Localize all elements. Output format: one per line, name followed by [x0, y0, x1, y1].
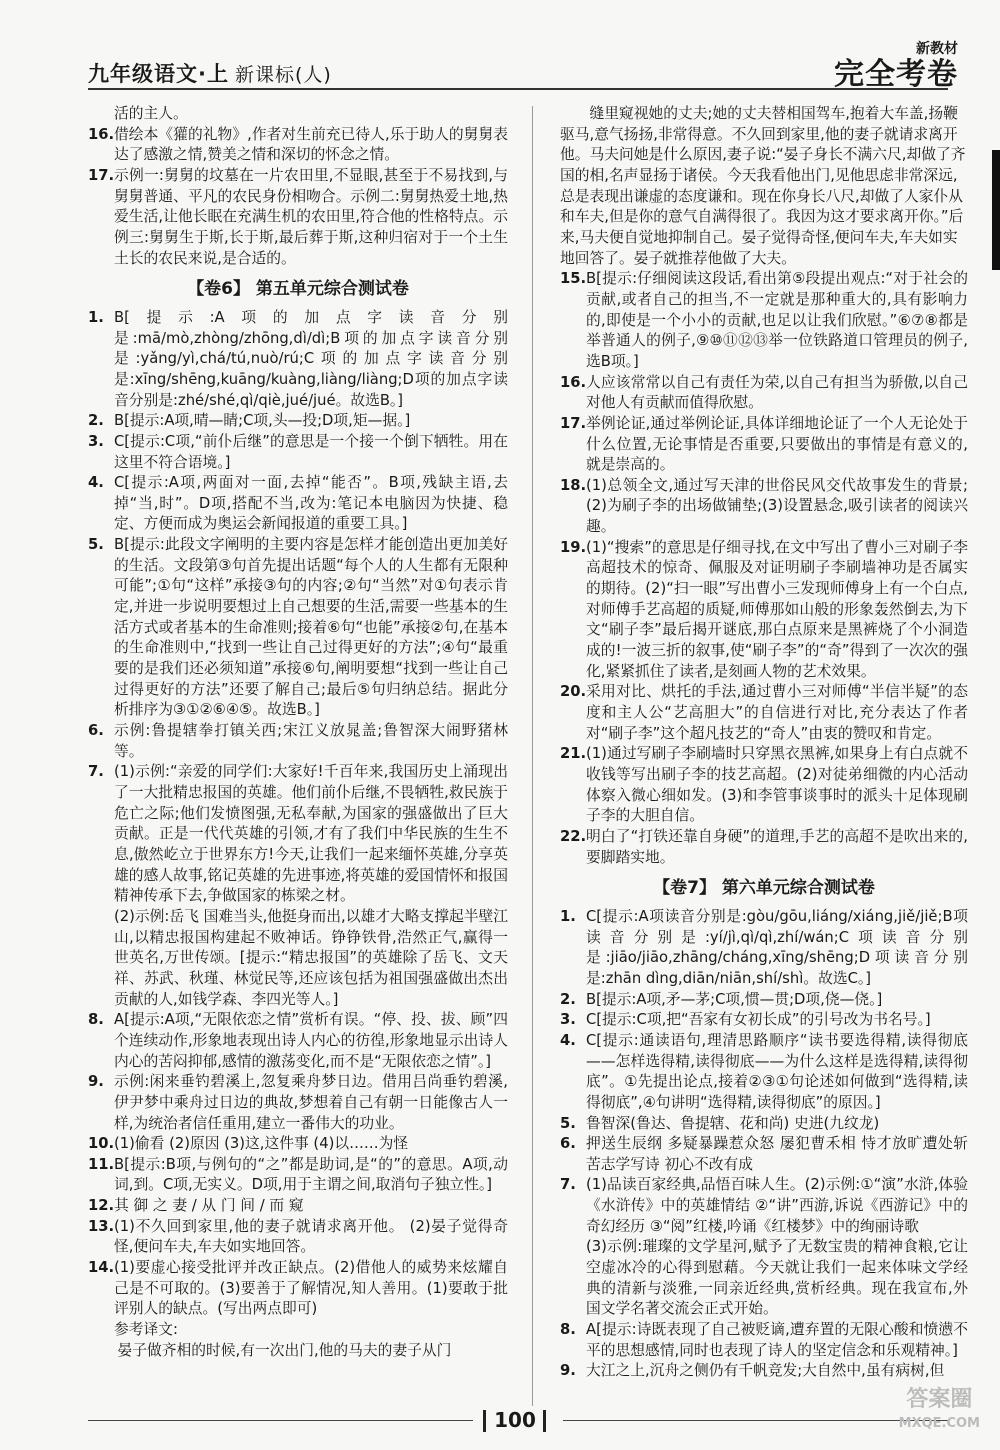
answer-number: 1.	[88, 308, 104, 326]
answer-item	[88, 1072, 508, 1134]
answer-number: 10.	[88, 1135, 115, 1153]
answer-continuation: (3)示例:璀璨的文学星河,赋予了无数宝贵的精神食粮,它让空虚冰冷的心得到慰藉。今天就让我们一起来体味文学经典的清新与淡雅,一同亲近经典,赏析经典。现在我宣布,外国文学名著交流会正式开始。	[586, 1238, 968, 1318]
section-heading: 【卷7】 第六单元综合测试卷	[653, 878, 875, 899]
section-heading: 【卷6】 第五单元综合测试卷	[187, 279, 409, 300]
answer-text: 鲁智深(鲁达、鲁提辖、花和尚) 史进(九纹龙)	[586, 1114, 880, 1132]
answer-number: 6.	[88, 722, 104, 740]
answer-text: (1)要虚心接受批评并改正缺点。(2)借他人的威势来炫耀自己是不可取的。(3)要善于了解情况,知人善用。(1)要敢于批评别人的缺点。(写出两点即可)	[114, 1259, 508, 1318]
answer-item	[560, 1320, 968, 1361]
answer-text: (1)不久回到家里,他的妻子就请求离开他。 (2)晏子觉得奇怪,便问车夫,车夫如实地回答。	[114, 1217, 508, 1256]
answer-item	[88, 411, 508, 432]
answer-text: 示例:鲁提辖拳打镇关西;宋江义放晁盖;鲁智深大闹野猪林等。	[114, 722, 508, 760]
left-column	[88, 104, 508, 1361]
answer-number: 11.	[88, 1155, 115, 1173]
translation-paragraph: 晏子做齐相的时候,有一次出门,他的马夫的妻子从门	[117, 1341, 452, 1359]
answer-item	[88, 432, 508, 473]
answer-number: 5.	[88, 536, 104, 554]
answer-number: 4.	[88, 474, 104, 492]
answer-number: 4.	[560, 1031, 576, 1049]
answer-text: 其 御 之 妻 / 从 门 间 / 而 窥	[114, 1197, 304, 1215]
footer-bar-left	[483, 1410, 486, 1432]
answer-text: A[提示:A项,“无限依恋之情”赏析有误。“停、投、拔、顾”四个连续动作,形象地表现出诗人内心的彷徨,形象地显示出诗人内心的苦闷抑郁,感情的激荡变化,而不是“无限依恋之情”。]	[114, 1011, 508, 1070]
brand-main: 完全考卷	[834, 57, 958, 92]
answer-item	[88, 1258, 508, 1320]
answer-text: 大江之上,沉舟之侧仍有千帆竞发;大自然中,虽有病树,但	[586, 1362, 945, 1380]
footer-rule-right	[563, 1420, 948, 1421]
answer-text: 人应该常常以自己有责任为荣,以自己有担当为骄傲,以自己对他人有贡献而值得欣慰。	[586, 373, 968, 412]
answer-number: 2.	[88, 412, 104, 430]
answer-item	[88, 1010, 508, 1072]
answer-number: 9.	[88, 1073, 104, 1091]
answer-text: B[提示:A项的加点字读音分别是:mā/mò,zhòng/zhōng,dì/dì;B项的加点字读音分别是:yǎng/yì,chá/tú,nuò/rú;C项的加点字读音分别是:xīng/shēng,kuāng/kuàng,liàng/liàng;D项的加点字读音分别是:zhé/shé,qì/qiè,jué/jué。故选B。]	[114, 308, 508, 409]
answer-text: 明白了“打铁还靠自身硬”的道理,手艺的高超不是吹出来的,要脚踏实地。	[586, 827, 968, 866]
answer-number: 7.	[560, 1176, 576, 1194]
answer-text: 押送生辰纲 多疑暴躁惹众怒 屡犯曹禾相 恃才放旷遭处斩 苦志学写诗 初心不改有成	[586, 1135, 968, 1173]
answer-item	[88, 308, 508, 411]
answer-item	[560, 373, 968, 414]
book-subtitle: 新课标(人)	[234, 64, 332, 86]
answer-number: 18.	[560, 476, 587, 494]
answer-text: (1)偷看 (2)原因 (3)这,这件事 (4)以……为怪	[114, 1135, 409, 1153]
answer-text: 借绘本《獾的礼物》,作者对生前充已待人,乐于助人的舅舅表达了感激之情,赞美之情和深切的怀念之情。	[114, 125, 508, 164]
page-edge-tab	[992, 150, 1000, 270]
answer-number: 3.	[560, 1011, 576, 1029]
answer-item	[560, 1031, 968, 1114]
answer-number: 16.	[560, 373, 587, 391]
answer-item	[88, 166, 508, 269]
answer-continuation: (2)示例:岳飞 国难当头,他挺身而出,以雄才大略支撑起半壁江山,以精忠报国构建起不败神话。铮铮铁骨,浩然正气,赢得一世英名,万世传颂。[提示:“精忠报国”的英雄除了岳飞、文天祥、苏武、秋瑾、林觉民等,还应该包括为祖国强盛做出杰出贡献的人,如钱学森、李四光等人。]	[114, 907, 508, 1008]
answer-number: 6.	[560, 1135, 576, 1153]
answer-text: B[提示:仔细阅读这段话,看出第⑤段提出观点:“对于社会的贡献,或者自己的担当,不一定就是那种重大的,具有影响力的,即使是一个小小的贡献,也足以让我们欣慰。”⑥⑦⑧都是举普通人的例子,⑨⑩⑪⑫⑬举一位铁路道口管理员的例子,选B项。]	[586, 270, 968, 370]
answer-text: C[提示:C项,“前仆后继”的意思是一个接一个倒下牺牲。用在这里不符合语境。]	[114, 432, 508, 471]
answer-text: A[提示:诗既表现了自己被贬谪,遭弃置的无限心酸和愤懑不平的思想感情,同时也表现了诗人的坚定信念和乐观精神。]	[586, 1321, 968, 1359]
answer-number: 5.	[560, 1114, 576, 1132]
answer-number: 17.	[88, 166, 115, 184]
book-title	[88, 58, 332, 88]
answer-text: 示例:闲来垂钓碧溪上,忽复乘舟梦日边。借用吕尚垂钓碧溪,伊尹梦中乘舟过日边的典故,梦想着自己有朝一日能像古人一样,为统治者信任重用,建立一番伟大的功业。	[114, 1073, 508, 1132]
brand-top: 新教材	[916, 41, 958, 57]
watermark-line2: MXQE.COM	[898, 1416, 980, 1431]
answer-number: 9.	[560, 1362, 576, 1380]
answer-text: 采用对比、烘托的手法,通过曹小三对师傅“半信半疑”的态度和主人公“艺高胆大”的自信进行对比,充分表达了作者对“刷子李”这个超凡技艺的“奇人”由衷的赞叹和肯定。	[586, 683, 968, 742]
answer-text: (1)总领全文,通过写天津的世俗民风交代故事发生的背景;(2)为刷子李的出场做铺垫;(3)设置悬念,吸引读者的阅读兴趣。	[586, 476, 968, 536]
page-number: 100	[494, 1408, 536, 1432]
answer-item	[560, 414, 968, 476]
answer-text: B[提示:A项,晴—睛;C项,头—投;D项,矩—据。]	[114, 412, 411, 430]
answer-text: 举例论证,通过举例论证,具体详细地论证了一个人无论处于什么位置,无论事情是否重要,只要做出的事情是有意义的,就是崇高的。	[586, 414, 968, 474]
watermark	[899, 1388, 980, 1436]
answer-item	[560, 1114, 968, 1135]
book-title-text: 九年级语文·上	[88, 62, 229, 86]
answer-item	[560, 907, 968, 990]
footer-rule-left	[88, 1420, 473, 1421]
answer-text: (1)“搜索”的意思是仔细寻找,在文中写出了曹小三对刷子李高超技术的惊奇、佩服及对证明刷子李刷墙神功是否属实的期待。(2)“扫一眼”写出曹小三发现师傅身上有一个白点,对师傅手艺高超的质疑,师傅那如山般的形象轰然倒去,为下文“刷子李”最后揭开谜底,那白点原来是黑裤烧了个小洞造成的!一波三折的叙事,使“刷子李”的“奇”得到了一次次的强化,紧紧抓住了读者,是刻画人物的艺术效果。	[586, 538, 968, 680]
brand-logo	[834, 38, 958, 92]
translation-paragraph: 缝里窥视她的丈夫;她的丈夫替相国驾车,抱着大车盖,扬鞭驱马,意气扬扬,非常得意。不久回到家里,他的妻子就请求离开他。马夫问她是什么原因,妻子说:“晏子身长不满六尺,却做了齐国的相,名声显扬于诸侯。今天我看他出门,见他思虑非常深远,总是表现出谦虚的态度谦和。现在你身长八尺,却做了人家仆从和车夫,但是你的意气自满得很了。我因为这才要求离开你。”后来,马夫便自觉地抑制自己。晏子觉得奇怪,便问车夫,车夫如实地回答了。晏子就推荐他做了大夫。	[560, 105, 966, 267]
answer-number: 15.	[560, 270, 587, 288]
answer-number: 22.	[560, 827, 587, 845]
footer-bar-right	[543, 1410, 546, 1432]
answer-item	[560, 1175, 968, 1237]
answer-text: C[提示:通读语句,理清思路顺序“读书要选得精,读得彻底——怎样选得精,读得彻底——为什么这样是选得精,读得彻底”。①先提出论点,接着②③①句论述如何做到“选得精,读得彻底”,④句讲明“选得精,读得彻底”的原因。]	[586, 1031, 968, 1111]
answer-number: 7.	[88, 763, 104, 781]
answer-item	[560, 1134, 968, 1175]
answer-number: 21.	[560, 745, 587, 763]
answer-number: 14.	[88, 1259, 115, 1277]
answer-number: 1.	[560, 907, 576, 925]
answer-number: 16.	[88, 125, 115, 143]
column-divider	[532, 106, 533, 1406]
answer-item	[88, 762, 508, 907]
answer-item	[88, 1217, 508, 1258]
answer-text: 示例一:舅舅的坟墓在一片农田里,不显眼,甚至于不易找到,与舅舅普通、平凡的农民身份相吻合。示例二:舅舅热爱土地,热爱生活,让他长眠在充满生机的农田里,符合他的性格特点。示例三:舅舅生于斯,长于斯,最后葬于斯,这种归宿对于一个土生土长的农民来说,是合适的。	[114, 166, 508, 267]
answer-text: B[提示:此段文字阐明的主要内容是怎样才能创造出更加美好的生活。文段第③句首先提出话题“每个人的人生都有无限种可能”;①句“这样”承接③句的内容;②句“当然”对①句表示肯定,并进一步说明要想过上自己想要的生活,需要一些基本的生活方式或者基本的生命准则;接着⑥句“也能”承接②句,在基本的生命准则中,“找到一些让自己过得更好的方法”;④句“最重要的是我们还必须知道”承接⑥句,阐明要想“找到一些让自己过得更好的方法”还要了解自己;最后⑤句归纳总结。据此分析排序为③①②⑥④⑤。故选B。]	[114, 536, 508, 719]
answer-number: 12.	[88, 1197, 115, 1215]
watermark-line1: 答案圈	[906, 1387, 973, 1412]
answer-item	[88, 721, 508, 762]
answer-number: 17.	[560, 414, 587, 432]
answer-item	[560, 1010, 968, 1031]
answer-item	[88, 1134, 508, 1155]
answer-item	[560, 990, 968, 1011]
answer-item	[88, 473, 508, 535]
answer-text: (1)品读百家经典,品悟百味人生。(2)示例:①“演”水浒,体验《水浒传》中的英雄情结 ②“讲”西游,诉说《西游记》中的奇幻经历 ③“阅”红楼,吟诵《红楼梦》中的绚丽诗歌	[586, 1176, 968, 1235]
answer-continuation: 活的主人。	[114, 105, 188, 122]
right-column	[560, 104, 968, 1382]
answer-number: 8.	[88, 1011, 104, 1029]
answer-item	[88, 1155, 508, 1196]
answer-text: C[提示:C项,把“吾家有女初长成”的引号改为书名号。]	[586, 1011, 931, 1029]
answer-text: (1)示例:“亲爱的同学们:大家好!千百年来,我国历史上涌现出了一大批精忠报国的英雄。他们前仆后继,不畏牺牲,救民族于危亡之际;他们发愤图强,无私奉献,为国家的强盛做出了巨大贡献。正是一代代英雄的引领,才有了我们中华民族的生生不息,傲然屹立于世界东方!今天,让我们一起来缅怀英雄,分享英雄的感人故事,铭记英雄的先进事迹,将英雄的爱国情怀和报国精神传承下去,争做国家的栋梁之材。	[114, 763, 508, 905]
answer-number: 19.	[560, 538, 587, 556]
answer-text: C[提示:A项,两面对一面,去掉“能否”。B项,残缺主语,去掉“当,时”。D项,搭配不当,改为:笔记本电脑因为快捷、稳定、方便而成为奥运会新闻报道的重要工具。]	[114, 474, 508, 533]
answer-item	[560, 538, 968, 683]
header-rule	[88, 88, 948, 90]
answer-text: (1)通过写刷子李刷墙时只穿黑衣黑裤,如果身上有白点就不收钱等写出刷子李的技艺高超。(2)对徒弟细微的内心活动体察入微心细如发。(3)和李管事谈事时的派头十足体现刷子李的大胆自信。	[586, 745, 968, 825]
answer-number: 2.	[560, 990, 576, 1008]
answer-number: 13.	[88, 1217, 115, 1235]
answer-item	[88, 535, 508, 721]
answer-item	[560, 269, 968, 372]
answer-text: C[提示:A项读音分别是:gòu/gōu,liáng/xiáng,jiě/jiě;B项读音分别是:yí/jì,qì/qì,zhí/wán;C项读音分别是:jiāo/jiāo,zhāng/cháng,xīng/shēng;D项读音分别是:zhān dìng,diān/niān,shí/shì。故选C。]	[586, 907, 968, 987]
answer-number: 20.	[560, 683, 587, 701]
answer-item	[560, 1361, 968, 1382]
answer-text: B[提示:B项,与例句的“之”都是助词,是“的”的意思。A项,动词,到。C项,无实义。D项,用于主谓之间,取消句子独立性。]	[114, 1155, 508, 1194]
page-footer	[88, 1410, 948, 1430]
answer-item	[560, 827, 968, 868]
answer-continuation: 参考译文:	[114, 1321, 178, 1339]
answer-item	[88, 125, 508, 166]
answer-item	[560, 476, 968, 538]
answer-item	[560, 682, 968, 744]
answer-number: 8.	[560, 1321, 576, 1339]
answer-text: B[提示:A项,矛—茅;C项,惯—贯;D项,侥—侥。]	[586, 990, 883, 1008]
answer-number: 3.	[88, 432, 104, 450]
answer-item	[88, 1196, 508, 1217]
answer-item	[560, 744, 968, 827]
